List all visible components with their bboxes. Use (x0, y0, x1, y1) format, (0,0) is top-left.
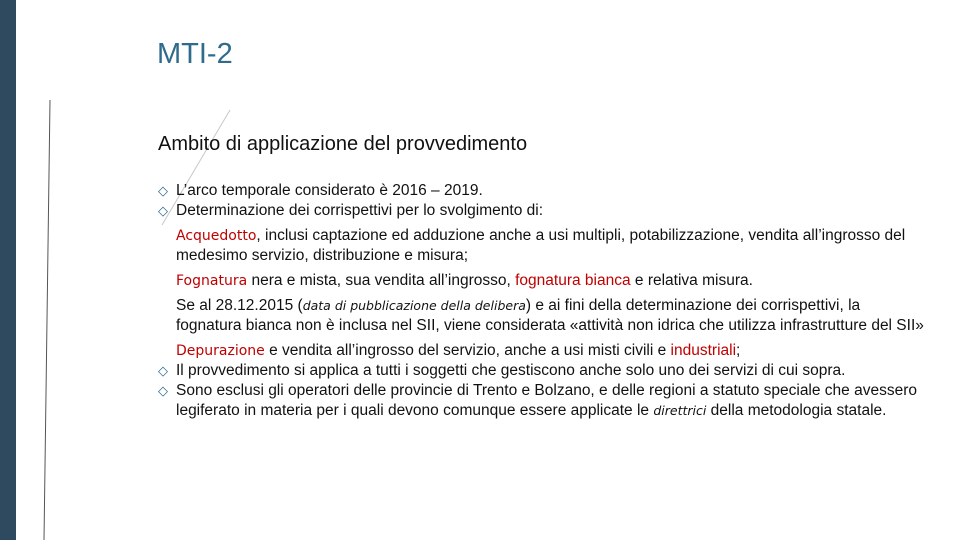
sub-item-fognatura: Fognatura nera e mista, sua vendita all’ingrosso, fognatura bianca e relativa misura. (176, 272, 753, 289)
diamond-arrow-icon: ◇ (158, 203, 168, 218)
diamond-arrow-icon: ◇ (158, 183, 168, 198)
bullet-item: ◇ Sono esclusi gli operatori delle provincie di Trento e Bolzano, e delle regioni a statuto speciale che avessero legiferato in materia per i quali devono comunque essere applicate le direttrici della metodologia statale. (158, 382, 917, 419)
content-body (158, 181, 928, 421)
bullet-item: ◇ Il provvedimento si applica a tutti i soggetti che gestiscono anche solo uno dei servizi di cui sopra. (158, 362, 846, 379)
slide-title: MTI-2 (157, 38, 233, 70)
sub-item-depurazione: Depurazione e vendita all’ingrosso del servizio, anche a usi misti civili e industriali; (176, 342, 741, 359)
slide-subtitle: Ambito di applicazione del provvedimento (158, 133, 528, 155)
bullet-item: ◇ L’arco temporale considerato è 2016 – 2019. (158, 182, 483, 199)
bullet-item: ◇ Determinazione dei corrispettivi per lo svolgimento di: (158, 202, 543, 219)
sub-item-acquedotto: Acquedotto, inclusi captazione ed adduzione anche a usi multipli, potabilizzazione, vendita all’ingrosso del medesimo servizio, distribuzione e misura; (176, 227, 906, 264)
diamond-arrow-icon: ◇ (158, 383, 168, 398)
sub-item-note: Se al 28.12.2015 (data di pubblicazione della delibera) e ai fini della determinazione dei corrispettivi, la fognatura bianca non è inclusa nel SII, viene considerata «attività non idrica che utilizza infrastrutture del SII» (176, 297, 924, 334)
diamond-arrow-icon: ◇ (158, 363, 168, 378)
